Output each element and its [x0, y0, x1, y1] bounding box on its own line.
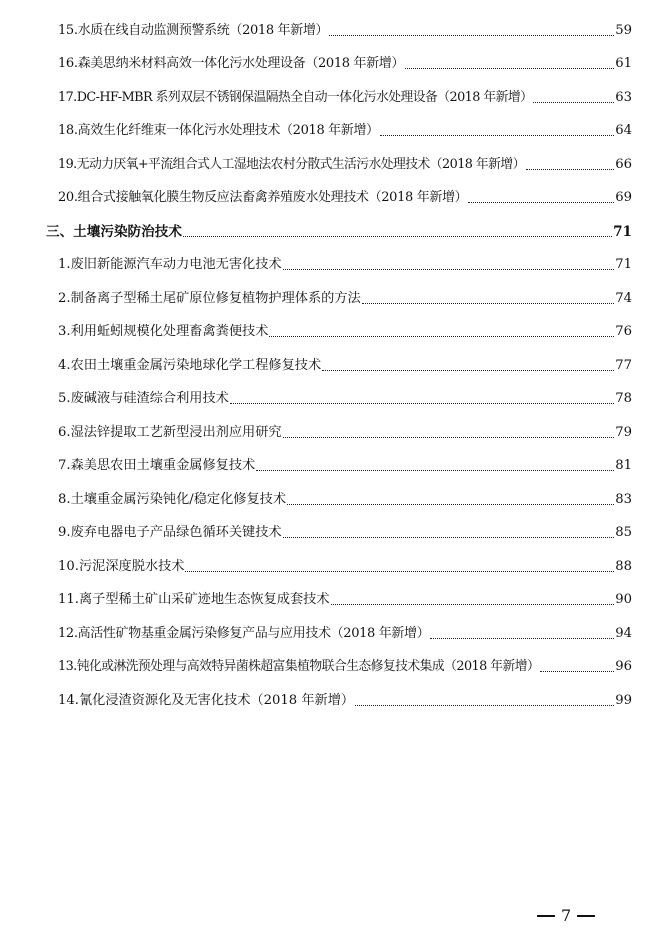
- toc-entry[interactable]: [58, 654, 632, 676]
- toc-entry-page: 74: [615, 291, 632, 306]
- toc-entry-title: 18.高效生化纤维束一体化污水处理技术（2018 年新增）: [58, 123, 379, 138]
- dot-leader: [533, 101, 614, 103]
- toc-entry[interactable]: [58, 420, 632, 442]
- toc-entry-page: 76: [615, 324, 632, 339]
- toc-entry[interactable]: [58, 18, 632, 40]
- toc-entry[interactable]: [58, 587, 632, 609]
- toc-entry-title: 17.DC-HF-MBR 系列双层不锈钢保温隔热全自动一体化污水处理设备（2018 年新增）: [58, 90, 533, 105]
- toc-entry[interactable]: [58, 487, 632, 509]
- dot-leader: [185, 570, 614, 572]
- dot-leader: [526, 168, 614, 170]
- toc-entry[interactable]: [58, 252, 632, 274]
- toc-entry-title: 9.废弃电器电子产品绿色循环关键技术: [58, 525, 282, 540]
- toc-entry[interactable]: [58, 286, 632, 308]
- toc-entry[interactable]: [58, 118, 632, 140]
- toc-entry-page: 85: [615, 525, 632, 540]
- toc-entry-title: 20.组合式接触氧化膜生物反应法畜禽养殖废水处理技术（2018 年新增）: [58, 190, 468, 205]
- toc-entry-page: 71: [615, 257, 632, 272]
- page-number: 7: [561, 906, 572, 925]
- toc-entry[interactable]: [58, 51, 632, 73]
- dot-leader: [329, 34, 614, 36]
- toc-entry[interactable]: [58, 185, 632, 207]
- toc-entry-page: 61: [615, 56, 632, 71]
- dot-leader: [468, 201, 614, 203]
- dot-leader: [540, 670, 614, 672]
- dot-leader: [322, 369, 614, 371]
- toc-entry-title: 2.制备离子型稀土尾矿原位修复植物护理体系的方法: [58, 291, 361, 306]
- toc-section-heading[interactable]: [46, 219, 632, 241]
- footer-dash-left: [537, 915, 555, 917]
- toc-entry-page: 77: [615, 358, 632, 373]
- dot-leader: [283, 436, 615, 438]
- dot-leader: [283, 268, 615, 270]
- toc-entry[interactable]: [58, 554, 632, 576]
- toc-entry[interactable]: [58, 353, 632, 375]
- toc-entry-title: 12.高活性矿物基重金属污染修复产品与应用技术（2018 年新增）: [58, 626, 430, 641]
- toc-entry-page: 71: [613, 224, 632, 240]
- toc-entry-page: 88: [615, 559, 632, 574]
- dot-leader: [405, 67, 614, 69]
- toc-entry-page: 83: [615, 492, 632, 507]
- toc-entry[interactable]: [58, 386, 632, 408]
- dot-leader: [380, 134, 614, 136]
- dot-leader: [331, 603, 615, 605]
- dot-leader: [362, 302, 615, 304]
- toc-entry-title: 7.森美思农田土壤重金属修复技术: [58, 458, 256, 473]
- toc-entry-title: 8.土壤重金属污染钝化/稳定化修复技术: [58, 492, 287, 507]
- toc-entry[interactable]: [58, 319, 632, 341]
- toc-entry-page: 63: [615, 90, 632, 105]
- toc-entry[interactable]: [58, 453, 632, 475]
- toc-entry-title: 14.氰化浸渣资源化及无害化技术（2018 年新增）: [58, 693, 355, 708]
- toc-entry-page: 94: [615, 626, 632, 641]
- toc-entry-title: 11.离子型稀土矿山采矿迹地生态恢复成套技术: [58, 592, 330, 607]
- toc-entry-page: 59: [615, 23, 632, 38]
- toc-entry-page: 81: [615, 458, 632, 473]
- footer-dash-right: [577, 915, 595, 917]
- dot-leader: [283, 536, 615, 538]
- toc-entry-title: 15.水质在线自动监测预警系统（2018 年新增）: [58, 23, 329, 38]
- toc-entry-page: 79: [615, 425, 632, 440]
- toc-entry-page: 90: [615, 592, 632, 607]
- toc-entry-title: 三、土壤污染防治技术: [46, 224, 182, 240]
- toc-entry-page: 96: [615, 659, 632, 674]
- toc-entry[interactable]: [58, 621, 632, 643]
- toc-entry-page: 66: [615, 157, 632, 172]
- toc-entry-page: 99: [615, 693, 632, 708]
- toc-entry-title: 13.钝化或淋洗预处理与高效特异菌株超富集植物联合生态修复技术集成（2018 年新增）: [58, 659, 540, 674]
- toc-entry[interactable]: [58, 688, 632, 710]
- dot-leader: [230, 402, 614, 404]
- dot-leader: [183, 235, 612, 237]
- toc-entry-title: 1.废旧新能源汽车动力电池无害化技术: [58, 257, 282, 272]
- toc-entry-title: 3.利用蚯蚓规模化处理畜禽粪便技术: [58, 324, 269, 339]
- toc-entry-title: 5.废碱液与硅渣综合利用技术: [58, 391, 229, 406]
- dot-leader: [355, 704, 614, 706]
- toc-entry[interactable]: [58, 152, 632, 174]
- toc-entry-title: 16.森美思纳米材料高效一体化污水处理设备（2018 年新增）: [58, 56, 405, 71]
- page-footer: [537, 906, 595, 925]
- toc-entry[interactable]: [58, 85, 632, 107]
- dot-leader: [287, 503, 614, 505]
- toc-entry-title: 6.湿法锌提取工艺新型浸出剂应用研究: [58, 425, 282, 440]
- toc-entry-page: 69: [615, 190, 632, 205]
- dot-leader: [430, 637, 614, 639]
- toc-entry-title: 10.污泥深度脱水技术: [58, 559, 185, 574]
- toc-entry-title: 19.无动力厌氧+平流组合式人工湿地法农村分散式生活污水处理技术（2018 年新增）: [58, 157, 525, 172]
- dot-leader: [256, 469, 614, 471]
- toc-entry-page: 78: [615, 391, 632, 406]
- toc-entry-page: 64: [615, 123, 632, 138]
- toc-entry-title: 4.农田土壤重金属污染地球化学工程修复技术: [58, 358, 322, 373]
- dot-leader: [269, 335, 614, 337]
- toc-entry[interactable]: [58, 520, 632, 542]
